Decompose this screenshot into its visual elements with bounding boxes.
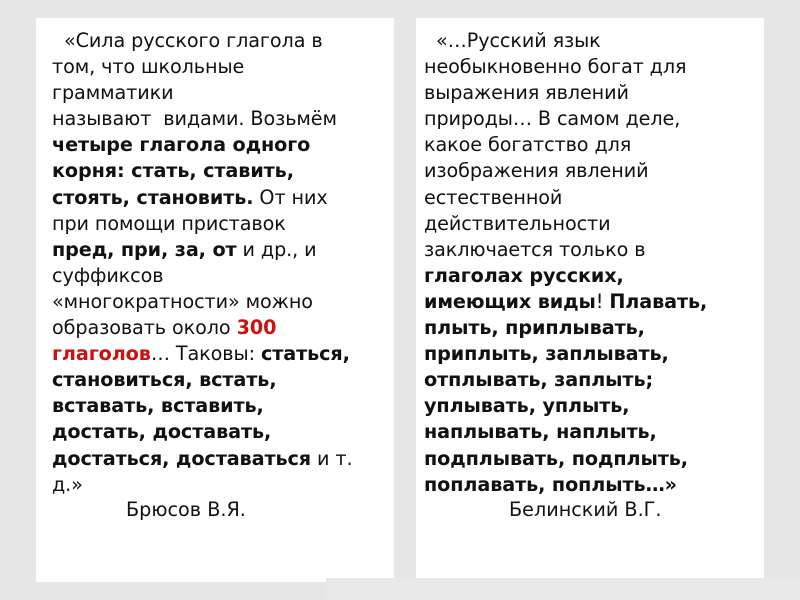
quote-text: суффиксов (52, 263, 164, 287)
quote-line (52, 419, 352, 445)
quote-line (424, 446, 707, 472)
emphasized-text: наплывать, наплыть, (424, 420, 657, 444)
emphasized-text: становиться, встать, (52, 368, 277, 392)
quote-line (52, 54, 352, 80)
quote-text: том, что школьные (52, 55, 245, 79)
bottom-strip (326, 578, 800, 600)
quote-text: и т. (311, 446, 353, 470)
quote-text: д.» (52, 472, 83, 496)
quote-line (424, 341, 707, 367)
quote-line (52, 263, 352, 289)
emphasized-text: плыть, приплывать, (424, 316, 645, 340)
emphasized-text: подплывать, подплыть, (424, 446, 688, 470)
quote-line (424, 211, 707, 237)
quote-line (424, 185, 707, 211)
quote-line (424, 237, 707, 263)
quote-text: «Сила русского глагола в (52, 29, 323, 52)
quote-line (52, 289, 352, 315)
quote-line (52, 367, 352, 393)
quote-text: называют видами. Возьмём (52, 107, 337, 131)
quote-line (424, 367, 707, 393)
quote-line (52, 393, 352, 419)
quote-text: образовать около (52, 316, 237, 340)
quote-line (52, 315, 352, 341)
quote-line (52, 185, 352, 211)
quote-line (424, 289, 707, 315)
quote-text: изображения явлений (424, 159, 649, 183)
quote-text: какое богатство для (424, 133, 632, 157)
emphasized-text: глаголах русских, (424, 263, 624, 287)
quote-line (52, 106, 352, 132)
quote-line (52, 446, 352, 472)
quote-line (52, 80, 352, 106)
quote-text: От них (253, 185, 328, 209)
quote-text: действительности (424, 211, 611, 235)
quote-text: заключается только в (424, 237, 646, 261)
belinsky-quote (424, 28, 707, 498)
quote-line (424, 472, 707, 498)
quote-line (52, 472, 352, 498)
quote-line (52, 28, 352, 54)
emphasized-text: отплывать, заплыть; (424, 368, 654, 392)
quote-line (424, 28, 707, 54)
emphasized-text: корня: стать, ставить, (52, 159, 294, 183)
emphasized-text: вставать, вставить, (52, 394, 264, 418)
quote-line (424, 80, 707, 106)
quote-line (424, 132, 707, 158)
emphasized-text: достаться, доставаться (52, 446, 311, 470)
quote-line (424, 263, 707, 289)
quote-text: «многократности» можно (52, 289, 313, 313)
quote-text: … Таковы: (150, 342, 261, 366)
bryusov-quote (52, 28, 352, 498)
quote-line (52, 158, 352, 184)
quote-line (424, 106, 707, 132)
quote-text: выражения явлений (424, 81, 629, 105)
quote-line (424, 54, 707, 80)
emphasized-text: четыре глагола одного (52, 133, 311, 157)
emphasized-text: приплыть, заплывать, (424, 342, 669, 366)
emphasized-text: достать, доставать, (52, 420, 272, 444)
quote-text: естественной (424, 185, 563, 209)
quote-text: ! (595, 289, 610, 313)
quote-line (52, 341, 352, 367)
emphasized-text: стоять, становить. (52, 185, 254, 209)
emphasized-text: пред, при, за, от (52, 237, 237, 261)
quote-line (424, 419, 707, 445)
emphasized-text: статься, (260, 342, 350, 366)
emphasized-text: 300 (236, 316, 277, 340)
quote-line (424, 158, 707, 184)
quote-text: «…Русский язык (424, 29, 601, 52)
quote-text: и др., и (236, 237, 317, 261)
quote-line (52, 132, 352, 158)
emphasized-text: поплавать, поплыть…» (424, 472, 677, 496)
quote-line (424, 393, 707, 419)
quote-text: грамматики (52, 81, 174, 105)
quote-line (52, 237, 352, 263)
emphasized-text: имеющих виды (424, 289, 596, 313)
bryusov-author: Брюсов В.Я. (126, 498, 246, 521)
quote-line (52, 211, 352, 237)
emphasized-text: глаголов (52, 342, 151, 366)
quote-text: необыкновенно богат для (424, 55, 687, 79)
belinsky-author: Белинский В.Г. (509, 498, 662, 521)
emphasized-text: Плавать, (609, 289, 708, 313)
quote-text: природы… В самом деле, (424, 107, 681, 131)
quote-text: при помощи приставок (52, 211, 286, 235)
quote-line (424, 315, 707, 341)
emphasized-text: уплывать, уплыть, (424, 394, 630, 418)
